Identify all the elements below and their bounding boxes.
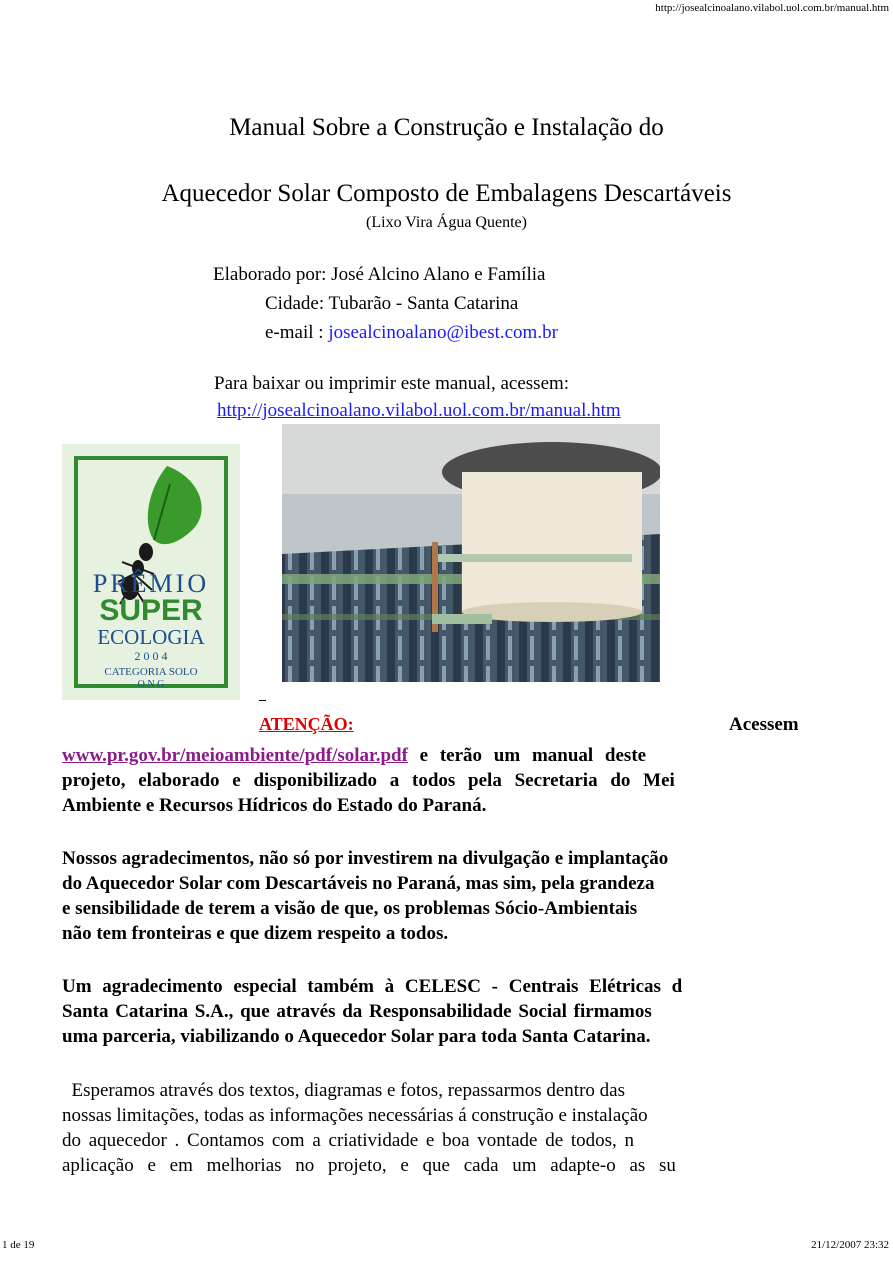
attention-line-3: projeto, elaborado e disponibilizado a todos pela Secretaria do Mei [62, 770, 675, 791]
subtitle: (Lixo Vira Água Quente) [366, 214, 527, 231]
download-link[interactable]: http://josealcinoalano.vilabol.uol.com.br/manual.htm [217, 400, 621, 421]
logo-category: CATEGORIA SOLO [104, 666, 198, 678]
intro-line-1: Esperamos através dos textos, diagramas e fotos, repassarmos dentro das [62, 1080, 625, 1101]
intro-line-3: do aquecedor . Contamos com a criatividade e boa vontade de todos, n [62, 1130, 635, 1151]
thanks-line-3: e sensibilidade de terem a visão de que, os problemas Sócio-Ambientais [62, 898, 638, 919]
footer-page: 1 de 19 [2, 1239, 35, 1251]
city-line: Cidade: Tubarão - Santa Catarina [265, 293, 519, 314]
logo-year: 2 0 0 4 [134, 649, 168, 663]
access-word: Acessem [729, 714, 799, 735]
special-line-2: Santa Catarina S.A., que através da Responsabilidade Social firmamos [62, 1001, 652, 1022]
attention-line-4: Ambiente e Recursos Hídricos do Estado do Paraná. [62, 795, 487, 816]
footer-datetime: 21/12/2007 23:32 [811, 1239, 889, 1251]
email-row [265, 322, 558, 344]
solar-heater-photo [282, 424, 660, 682]
divider-mark [259, 700, 266, 701]
thanks-line-4: não tem fronteiras e que dizem respeito a todos. [62, 923, 449, 944]
author-line: Elaborado por: José Alcino Alano e Família [213, 264, 546, 285]
intro-line-2: nossas limitações, todas as informações necessárias á construção e instalação [62, 1105, 648, 1126]
attention-text-1: e terão um manual deste [407, 745, 647, 766]
header-url: http://josealcinoalano.vilabol.uol.com.br/manual.htm [655, 2, 889, 14]
download-text: Para baixar ou imprimir este manual, acessem: [214, 373, 570, 394]
attention-line-1 [62, 712, 886, 737]
attention-line-2 [62, 743, 886, 768]
solar-pdf-link[interactable]: www.pr.gov.br/meioambiente/pdf/solar.pdf [62, 745, 408, 766]
solar-heater-image-icon [282, 424, 660, 682]
attention-label: ATENÇÃO: [259, 714, 354, 734]
logo-line-2: SUPER [99, 594, 203, 627]
award-logo [62, 444, 240, 700]
thanks-line-2: do Aquecedor Solar com Descartáveis no Paraná, mas sim, pela grandeza [62, 873, 655, 894]
email-label: e-mail : [265, 322, 324, 343]
special-line-1: Um agradecimento especial também à CELESC - Centrais Elétricas d [62, 976, 683, 997]
logo-ong: O N G [137, 679, 165, 690]
logo-line-3: ECOLOGIA [97, 625, 205, 649]
intro-line-4: aplicação e em melhorias no projeto, e que cada um adapte-o as su [62, 1155, 676, 1176]
title-line-2: Aquecedor Solar Composto de Embalagens Descartáveis [161, 180, 732, 207]
email-link[interactable]: josealcinoalano@ibest.com.br [328, 322, 558, 343]
special-line-3: uma parceria, viabilizando o Aquecedor Solar para toda Santa Catarina. [62, 1026, 651, 1047]
logo-line-1: PRÊMIO [92, 569, 210, 598]
thanks-line-1: Nossos agradecimentos, não só por investirem na divulgação e implantação [62, 848, 669, 869]
title-line-1: Manual Sobre a Construção e Instalação do [229, 114, 664, 141]
